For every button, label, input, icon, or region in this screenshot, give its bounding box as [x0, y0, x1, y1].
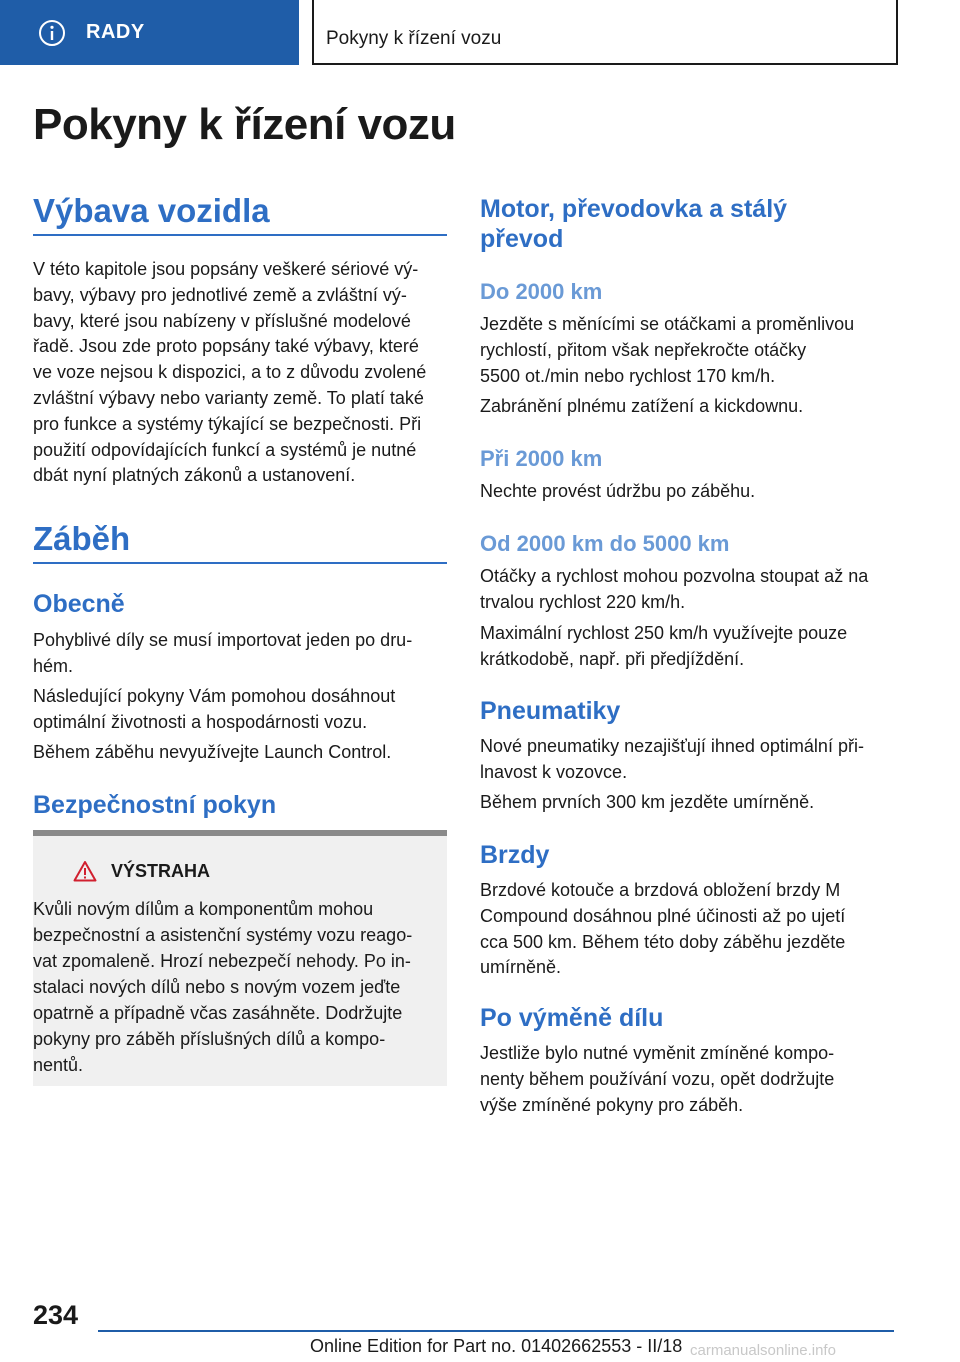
- at-2000-paragraph: Nechte provést údržbu po záběhu.: [480, 481, 756, 501]
- 2000-to-5000-paragraph-2: Maximální rychlost 250 km/h využívejte pouze krátkodobě, např. při předjíždění.: [480, 623, 848, 669]
- general-paragraph-3: Během záběhu nevyužívejte Launch Control.: [33, 742, 392, 762]
- page-title: Pokyny k řízení vozu: [33, 100, 456, 149]
- footer-divider: [98, 1330, 894, 1332]
- breadcrumb: [312, 0, 898, 65]
- section-title-break-in: Záběh: [33, 520, 131, 557]
- section-tab-label: RADY: [86, 21, 145, 43]
- warning-title: VÝSTRAHA: [111, 860, 211, 881]
- footer-edition: Online Edition for Part no. 01402662553 - II/18: [310, 1336, 683, 1356]
- warning-header: [73, 860, 210, 882]
- page-number: 234: [33, 1300, 79, 1330]
- section-divider: [33, 562, 447, 564]
- up-to-2000-paragraph-1: Jezděte s měnícími se otáčkami a proměnlivou rychlostí, přitom však nepřekročte otáčky 5500 ot./min nebo rychlost 170 km/h.: [480, 314, 855, 386]
- subsection-title-up-to-2000: Do 2000 km: [480, 279, 603, 304]
- section-title-brakes: Brzdy: [480, 841, 550, 869]
- section-title-after-replacement: Po výměně dílu: [480, 1004, 664, 1032]
- info-icon: [38, 19, 66, 47]
- tyres-paragraph-2: Během prvních 300 km jezděte umírněně.: [480, 792, 815, 812]
- section-divider: [33, 234, 447, 236]
- section-tab[interactable]: [0, 0, 299, 65]
- warning-text: Kvůli novým dílům a komponentům mohou bezpečnostní a asistenční systémy vozu reago- vat zpomaleně. Hrozí nebezpečí nehody. Po in- stalaci nových dílů nebo s novým vozem jeďte opatrně a případně včas zasáhněte. Dodržujte pokyny pro záběh příslušných dílů a kompo- nentů.: [33, 899, 413, 1075]
- watermark: carmanualsonline.info: [690, 1342, 836, 1359]
- brakes-paragraph: Brzdové kotouče a brzdová obložení brzdy M Compound dosáhnou plné účinosti až po ujetí cca 500 km. Během této doby záběhu jezděte umírněně.: [480, 880, 846, 978]
- section-title-equipment: Výbava vozidla: [33, 192, 270, 229]
- up-to-2000-paragraph-2: Zabránění plnému zatížení a kickdownu.: [480, 396, 804, 416]
- warning-box: [33, 830, 447, 1086]
- section-title-engine: Motor, převodovka a stálý převod: [480, 195, 788, 253]
- subsection-title-safety: Bezpečnostní pokyn: [33, 791, 277, 819]
- after-replacement-paragraph: Jestliže bylo nutné vyměnit zmíněné kompo- nenty během používání vozu, opět dodržujte výše zmíněné pokyny pro záběh.: [480, 1043, 835, 1115]
- general-paragraph-2: Následující pokyny Vám pomohou dosáhnout optimální životnosti a hospodárnosti vozu.: [33, 686, 396, 732]
- tyres-paragraph-1: Nové pneumatiky nezajišťují ihned optimální při- lnavost k vozovce.: [480, 736, 864, 782]
- equipment-paragraph: V této kapitole jsou popsány veškeré sériové vý- bavy, výbavy pro jednotlivé země a zvláštní vý- bavy, které jsou nabízeny v příslušné modelové řadě. Jsou zde proto popsány také výbavy, které ve voze nejsou k dispozici, a to z důvodu zvolené zvláštní výbavy nebo varianty země. To platí také pro funkce a systémy týkající se bezpečnosti. Při použití odpovídajících funkcí a systémů je nutné dbát nyní platných zákonů a ustanovení.: [33, 259, 427, 486]
- section-title-tyres: Pneumatiky: [480, 697, 621, 725]
- subsection-title-at-2000: Při 2000 km: [480, 446, 603, 471]
- warning-triangle-icon: [73, 860, 97, 882]
- breadcrumb-text: Pokyny k řízení vozu: [326, 28, 502, 49]
- subsection-title-general: Obecně: [33, 590, 125, 618]
- 2000-to-5000-paragraph-1: Otáčky a rychlost mohou pozvolna stoupat až na trvalou rychlost 220 km/h.: [480, 566, 869, 612]
- general-paragraph-1: Pohyblivé díly se musí importovat jeden po dru- hém.: [33, 630, 413, 676]
- subsection-title-2000-to-5000: Od 2000 km do 5000 km: [480, 531, 730, 556]
